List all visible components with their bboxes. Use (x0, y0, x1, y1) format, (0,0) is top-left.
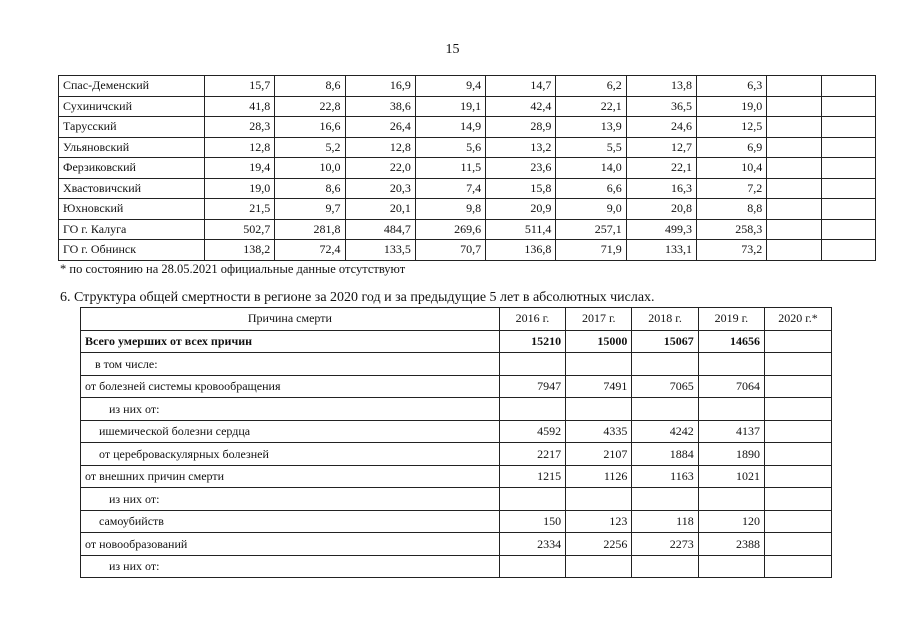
table-cell: 1163 (632, 465, 698, 488)
cause-cell: ишемической болезни сердца (81, 420, 500, 443)
table-cell: 71,9 (556, 240, 626, 261)
header-2019: 2019 г. (698, 308, 764, 331)
table-row (59, 76, 876, 97)
table-cell: 19,0 (204, 178, 274, 199)
districts-table (58, 75, 876, 261)
table-cell: 20,8 (626, 199, 696, 220)
table-cell: 2334 (499, 533, 565, 556)
table-row (59, 199, 876, 220)
table-cell: 281,8 (275, 219, 345, 240)
table-cell: 70,7 (415, 240, 485, 261)
table-cell: 22,1 (556, 96, 626, 117)
table-cell: 7,2 (697, 178, 767, 199)
table-cell: 14,7 (486, 76, 556, 97)
table-cell: 2217 (499, 443, 565, 466)
table-cell (698, 398, 764, 421)
table-cell (821, 158, 875, 179)
table-row (81, 375, 832, 398)
cause-cell: от новообразований (81, 533, 500, 556)
header-cause: Причина смерти (81, 308, 500, 331)
table-cell: 1215 (499, 465, 565, 488)
table-cell (499, 398, 565, 421)
table-cell: 15067 (632, 330, 698, 353)
table-cell (765, 465, 832, 488)
table-row (81, 330, 832, 353)
table-cell: 1021 (698, 465, 764, 488)
table-cell: 19,4 (204, 158, 274, 179)
table-cell (499, 555, 565, 578)
table-cell (765, 375, 832, 398)
header-2020: 2020 г.* (765, 308, 832, 331)
table-cell: 26,4 (345, 117, 415, 138)
table-row (81, 353, 832, 376)
header-2017: 2017 г. (566, 308, 632, 331)
table-cell: 123 (566, 510, 632, 533)
table-cell (767, 178, 821, 199)
table-cell (821, 199, 875, 220)
table-cell: 14,0 (556, 158, 626, 179)
table-row (81, 420, 832, 443)
table-cell: 5,2 (275, 137, 345, 158)
table-cell (765, 353, 832, 376)
cause-cell: из них от: (81, 398, 500, 421)
table-cell (821, 178, 875, 199)
table-cell: 23,6 (486, 158, 556, 179)
table-cell: 38,6 (345, 96, 415, 117)
cause-cell: Всего умерших от всех причин (81, 330, 500, 353)
table-cell: 16,3 (626, 178, 696, 199)
table-cell: 20,1 (345, 199, 415, 220)
district-name: ГО г. Обнинск (59, 240, 205, 261)
table-cell: 118 (632, 510, 698, 533)
table-cell (767, 96, 821, 117)
table-cell: 41,8 (204, 96, 274, 117)
table-row (59, 117, 876, 138)
table-cell: 19,1 (415, 96, 485, 117)
table-cell: 138,2 (204, 240, 274, 261)
table-cell (499, 488, 565, 511)
table-cell: 258,3 (697, 219, 767, 240)
district-name: Ульяновский (59, 137, 205, 158)
table-cell: 9,8 (415, 199, 485, 220)
table-cell: 13,8 (626, 76, 696, 97)
table-cell (499, 353, 565, 376)
table-cell (767, 158, 821, 179)
table-cell: 12,5 (697, 117, 767, 138)
table-cell: 72,4 (275, 240, 345, 261)
table-cell (566, 488, 632, 511)
table-cell (767, 199, 821, 220)
table-cell: 4137 (698, 420, 764, 443)
table-row (59, 137, 876, 158)
table-cell (821, 137, 875, 158)
table-cell (821, 240, 875, 261)
table-cell: 257,1 (556, 219, 626, 240)
table-cell: 16,9 (345, 76, 415, 97)
table-cell (765, 555, 832, 578)
table-cell: 11,5 (415, 158, 485, 179)
district-name: Спас-Деменский (59, 76, 205, 97)
table-cell: 13,9 (556, 117, 626, 138)
cause-cell: самоубийств (81, 510, 500, 533)
table-cell (698, 353, 764, 376)
table-cell: 12,8 (345, 137, 415, 158)
district-name: Ферзиковский (59, 158, 205, 179)
table-cell: 12,8 (204, 137, 274, 158)
table-cell: 20,3 (345, 178, 415, 199)
table-row (81, 510, 832, 533)
district-name: ГО г. Калуга (59, 219, 205, 240)
table-cell: 1890 (698, 443, 764, 466)
table-cell: 7,4 (415, 178, 485, 199)
header-2018: 2018 г. (632, 308, 698, 331)
district-name: Хвастовичский (59, 178, 205, 199)
table-cell: 484,7 (345, 219, 415, 240)
table-cell: 133,1 (626, 240, 696, 261)
table-cell: 136,8 (486, 240, 556, 261)
section-title: 6. Структура общей смертности в регионе за 2020 год и за предыдущие 5 лет в абсолютных числах. (60, 290, 655, 305)
table-cell: 22,8 (275, 96, 345, 117)
mortality-header-row (81, 308, 832, 331)
table-row (81, 555, 832, 578)
table-cell (821, 76, 875, 97)
table-cell (632, 398, 698, 421)
table-row (81, 533, 832, 556)
table-cell: 9,0 (556, 199, 626, 220)
table-cell (566, 398, 632, 421)
table-cell (765, 510, 832, 533)
table-cell: 15,7 (204, 76, 274, 97)
table-cell: 22,1 (626, 158, 696, 179)
table-cell: 2107 (566, 443, 632, 466)
cause-cell: от внешних причин смерти (81, 465, 500, 488)
table-cell (821, 96, 875, 117)
table-cell (765, 488, 832, 511)
table-cell: 16,6 (275, 117, 345, 138)
table-cell (767, 137, 821, 158)
table-row (59, 219, 876, 240)
table-cell: 15000 (566, 330, 632, 353)
table-cell (821, 219, 875, 240)
table-cell: 7947 (499, 375, 565, 398)
table-cell (765, 533, 832, 556)
table-cell: 14,9 (415, 117, 485, 138)
table-cell: 7065 (632, 375, 698, 398)
district-name: Юхновский (59, 199, 205, 220)
table-cell: 13,2 (486, 137, 556, 158)
table-row (81, 465, 832, 488)
table-cell: 20,9 (486, 199, 556, 220)
table-row (81, 443, 832, 466)
table-row (59, 96, 876, 117)
table-cell: 1884 (632, 443, 698, 466)
table-cell: 6,9 (697, 137, 767, 158)
table-cell (632, 555, 698, 578)
table-cell: 19,0 (697, 96, 767, 117)
table-cell (767, 219, 821, 240)
table-cell: 28,9 (486, 117, 556, 138)
table-cell: 499,3 (626, 219, 696, 240)
table-row (81, 488, 832, 511)
header-2016: 2016 г. (499, 308, 565, 331)
cause-cell: из них от: (81, 488, 500, 511)
table-cell: 10,4 (697, 158, 767, 179)
table-cell: 150 (499, 510, 565, 533)
table-row (59, 178, 876, 199)
table-cell (632, 488, 698, 511)
table-cell: 22,0 (345, 158, 415, 179)
table-cell: 1126 (566, 465, 632, 488)
table-cell: 2256 (566, 533, 632, 556)
table-row (81, 398, 832, 421)
table-cell (632, 353, 698, 376)
page-number: 15 (445, 42, 460, 57)
table-cell: 120 (698, 510, 764, 533)
table-cell (566, 555, 632, 578)
table-cell: 4335 (566, 420, 632, 443)
table-cell (821, 117, 875, 138)
table-row (59, 158, 876, 179)
table-cell: 7064 (698, 375, 764, 398)
table-cell: 133,5 (345, 240, 415, 261)
table-cell (767, 76, 821, 97)
cause-cell: в том числе: (81, 353, 500, 376)
table-cell: 73,2 (697, 240, 767, 261)
table-cell: 28,3 (204, 117, 274, 138)
table-row (59, 240, 876, 261)
cause-cell: от болезней системы кровообращения (81, 375, 500, 398)
mortality-table (80, 307, 832, 578)
table-cell: 6,3 (697, 76, 767, 97)
table-cell: 511,4 (486, 219, 556, 240)
table-cell: 7491 (566, 375, 632, 398)
table-cell: 14656 (698, 330, 764, 353)
table-cell (698, 488, 764, 511)
table-cell: 8,6 (275, 76, 345, 97)
table-cell (566, 353, 632, 376)
table-cell (765, 330, 832, 353)
table-cell: 5,6 (415, 137, 485, 158)
table-cell (767, 240, 821, 261)
table-cell: 6,2 (556, 76, 626, 97)
table-cell (767, 117, 821, 138)
table-cell: 12,7 (626, 137, 696, 158)
cause-cell: из них от: (81, 555, 500, 578)
table-cell: 15210 (499, 330, 565, 353)
table-cell: 269,6 (415, 219, 485, 240)
table-cell: 502,7 (204, 219, 274, 240)
table-cell: 9,7 (275, 199, 345, 220)
district-name: Тарусский (59, 117, 205, 138)
table-cell: 42,4 (486, 96, 556, 117)
table-cell (765, 420, 832, 443)
table-cell: 2388 (698, 533, 764, 556)
footnote: * по состоянию на 28.05.2021 официальные данные отсутствуют (60, 262, 406, 276)
table-cell: 36,5 (626, 96, 696, 117)
table-cell: 8,8 (697, 199, 767, 220)
table-cell: 2273 (632, 533, 698, 556)
table-cell: 21,5 (204, 199, 274, 220)
table-cell: 15,8 (486, 178, 556, 199)
table-cell: 4592 (499, 420, 565, 443)
table-cell: 6,6 (556, 178, 626, 199)
table-cell: 4242 (632, 420, 698, 443)
table-cell: 24,6 (626, 117, 696, 138)
table-cell: 5,5 (556, 137, 626, 158)
cause-cell: от цереброваскулярных болезней (81, 443, 500, 466)
table-cell: 8,6 (275, 178, 345, 199)
table-cell (698, 555, 764, 578)
table-cell: 10,0 (275, 158, 345, 179)
district-name: Сухиничский (59, 96, 205, 117)
table-cell (765, 443, 832, 466)
table-cell: 9,4 (415, 76, 485, 97)
table-cell (765, 398, 832, 421)
